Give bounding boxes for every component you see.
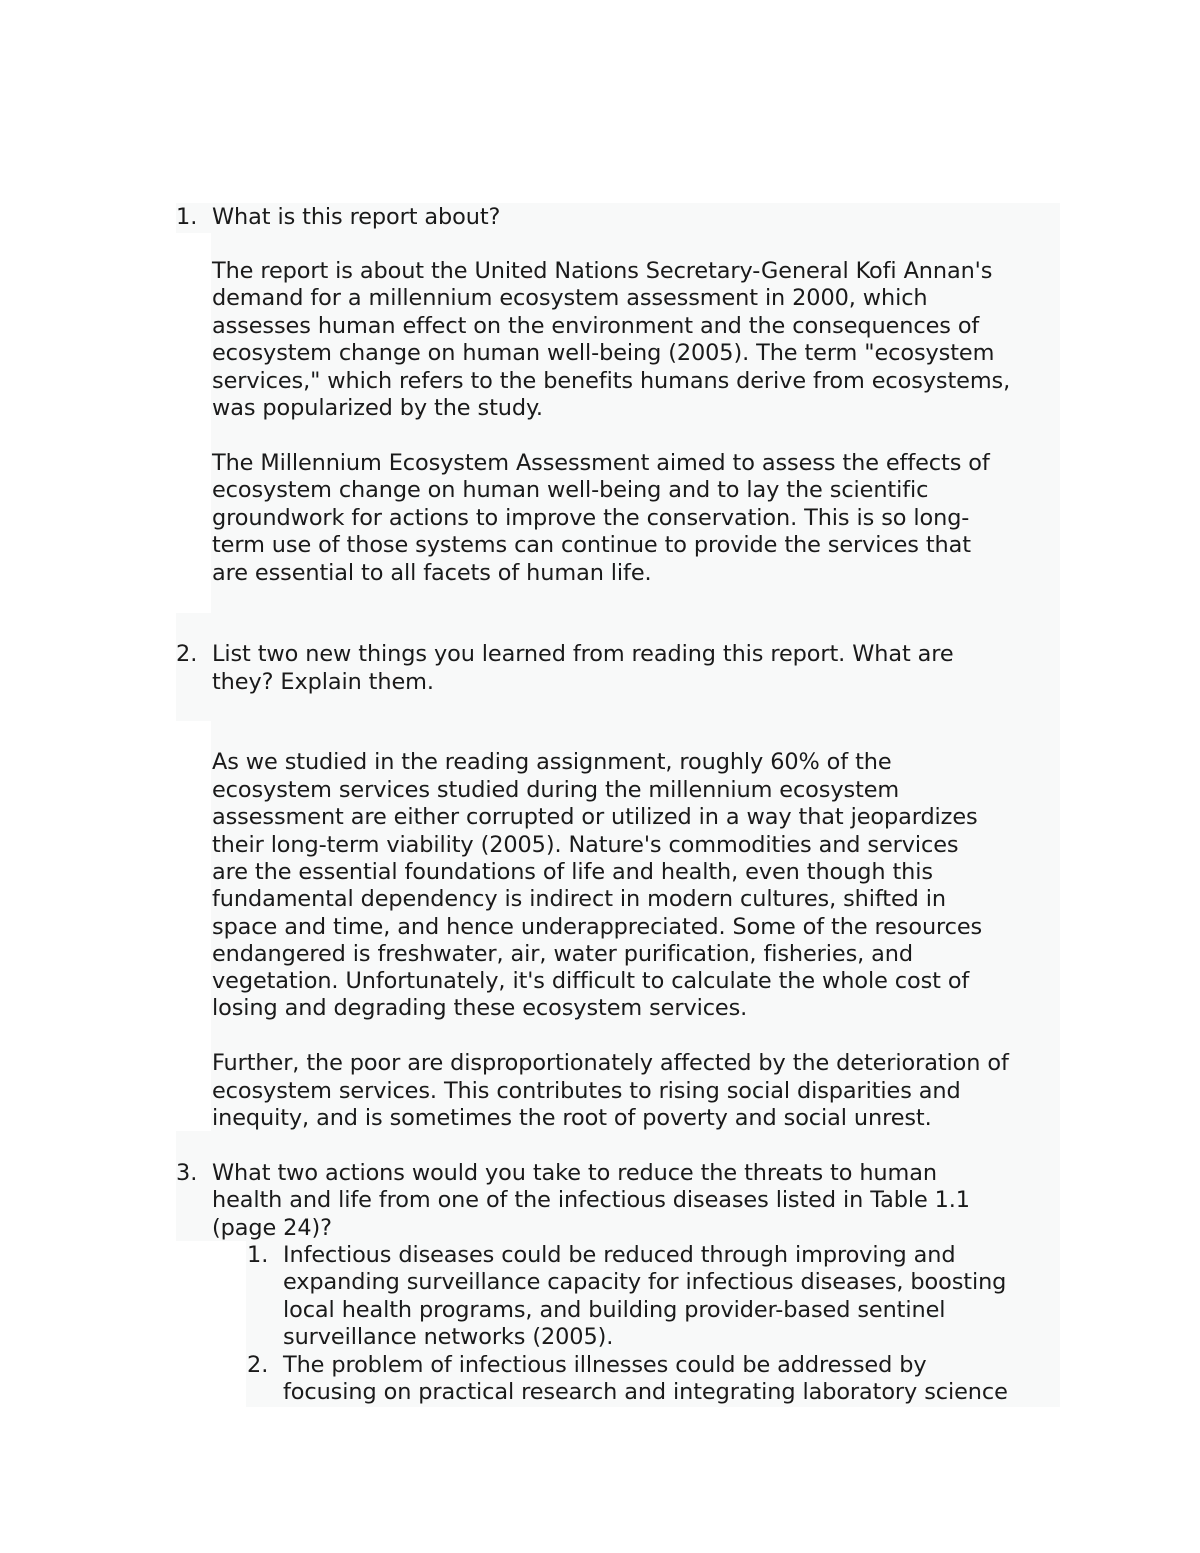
sublist-item-line: The problem of infectious illnesses could be addressed by [283,1352,927,1378]
answer-line: The report is about the United Nations Secretary-General Kofi Annan's [212,258,993,284]
answer-line: ecosystem services studied during the millennium ecosystem [212,777,900,803]
sublist-number: 2. [247,1352,269,1378]
answer-line: ecosystem change on human well-being and to lay the scientific [212,477,929,503]
answer-line: their long-term viability (2005). Nature's commodities and services [212,832,959,858]
question-1: What is this report about? [212,204,501,230]
sublist-item-line: surveillance networks (2005). [283,1324,614,1350]
answer-line: term use of those systems can continue to provide the services that [212,532,971,558]
answer-line: was popularized by the study. [212,395,543,421]
answer-line: inequity, and is sometimes the root of poverty and social unrest. [212,1105,932,1131]
sublist-item-line: focusing on practical research and integrating laboratory science [283,1379,1008,1405]
sublist-number: 1. [247,1242,269,1268]
list-number: 2. [176,641,198,667]
answer-line: endangered is freshwater, air, water purification, fisheries, and [212,941,914,967]
answer-line: assesses human effect on the environment and the consequences of [212,313,980,339]
answer-line: losing and degrading these ecosystem services. [212,995,748,1021]
list-number: 1. [176,204,198,230]
answer-line: assessment are either corrupted or utilized in a way that jeopardizes [212,804,978,830]
sublist-item-line: local health programs, and building provider-based sentinel [283,1297,946,1323]
answer-line: are essential to all facets of human life. [212,560,652,586]
answer-line: ecosystem services. This contributes to rising social disparities and [212,1078,961,1104]
answer-line: services," which refers to the benefits humans derive from ecosystems, [212,368,1011,394]
answer-line: The Millennium Ecosystem Assessment aimed to assess the effects of [212,450,990,476]
answer-line: vegetation. Unfortunately, it's difficult to calculate the whole cost of [212,968,970,994]
answer-line: groundwork for actions to improve the conservation. This is so long- [212,505,970,531]
answer-line: are the essential foundations of life and health, even though this [212,859,933,885]
question-3: What two actions would you take to reduce the threats to human [212,1160,937,1186]
question-2: List two new things you learned from reading this report. What are [212,641,954,667]
question-3: health and life from one of the infectious diseases listed in Table 1.1 [212,1187,970,1213]
question-3: (page 24)? [212,1215,332,1241]
answer-line: As we studied in the reading assignment, roughly 60% of the [212,749,892,775]
sublist-item-line: Infectious diseases could be reduced through improving and [283,1242,956,1268]
list-number: 3. [176,1160,198,1186]
sublist-item-line: expanding surveillance capacity for infectious diseases, boosting [283,1269,1007,1295]
answer-line: space and time, and hence underappreciated. Some of the resources [212,914,983,940]
answer-line: ecosystem change on human well-being (2005). The term "ecosystem [212,340,995,366]
answer-line: fundamental dependency is indirect in modern cultures, shifted in [212,886,946,912]
answer-line: Further, the poor are disproportionately affected by the deterioration of [212,1050,1009,1076]
question-2: they? Explain them. [212,669,434,695]
answer-line: demand for a millennium ecosystem assessment in 2000, which [212,285,928,311]
